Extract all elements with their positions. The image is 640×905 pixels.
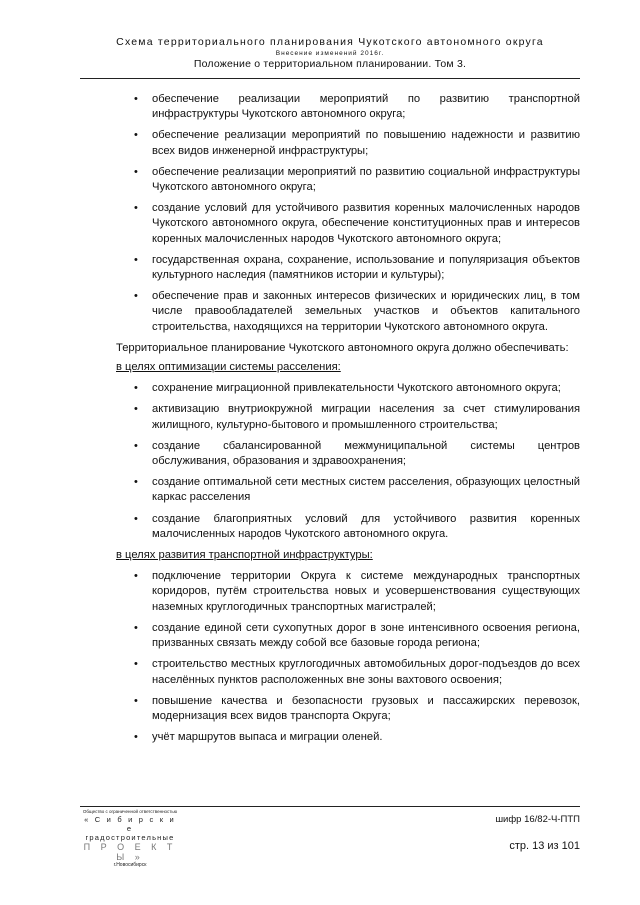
org-type: Общество с ограниченной ответственностью [82, 809, 178, 814]
list-item: • строительство местных круглогодичных автомобильных дорог-подъездов до всех населённых пунктов расположенных вне зоны вахтового освоения; [134, 658, 580, 686]
organization-logo [80, 809, 180, 869]
list-item: • создание благоприятных условий для устойчивого развития коренных малочисленных народов Чукотского автономного округа. [134, 512, 580, 540]
bullet-icon: • [134, 202, 138, 215]
org-name-1: « С и б и р с к и е [84, 815, 176, 833]
org-name-2: градостроительные [85, 833, 175, 842]
bullet-icon: • [134, 570, 138, 583]
bullet-icon: • [134, 165, 138, 178]
list-item: • создание условий для устойчивого развития коренных малочисленных народов Чукотского автономного округа, обеспечение конституционных прав и интересов коренных малочисленных народов Чукотского автономного округа; [134, 202, 580, 245]
section-heading-settlement: в целях оптимизации системы расселения: [116, 361, 341, 374]
bullet-icon: • [134, 512, 138, 525]
bullet-icon: • [134, 694, 138, 707]
list-item: • активизацию внутриокружной миграции населения за счет стимулирования жилищного, культурно-бытового и промышленного строительства; [134, 403, 580, 431]
document-code: шифр 16/82-Ч-ПТП [495, 814, 580, 825]
document-body [80, 92, 580, 751]
bullet-icon: • [134, 93, 138, 105]
list-item: • обеспечение реализации мероприятий по развитию социальной инфраструктуры Чукотского автономного округа; [134, 165, 580, 194]
document-volume: Положение о территориальном планировании. Том 3. [193, 58, 467, 70]
document-subtitle: Внесение изменений 2016г. [275, 50, 385, 57]
list-item: • обеспечение реализации мероприятий по повышению надежности и развитию всех видов инженерной инфраструктуры; [134, 129, 580, 157]
list-item: • подключение территории Округа к системе международных транспортных коридоров, путём строительства новых и усовершенствования существующих наземных круглогодичных транспортных магистралей; [134, 570, 580, 613]
list-item: • повышение качества и безопасности грузовых и пассажирских перевозок, модернизация всех видов транспорта Округа; [134, 694, 580, 722]
list-item: • создание сбалансированной межмуниципальной системы центров обслуживания, образования и здравоохранения; [134, 439, 580, 468]
page-header [80, 36, 580, 71]
body-paragraph: Территориальное планирование Чукотского автономного округа должно обеспечивать: [116, 341, 569, 354]
page-number: стр. 13 из 101 [509, 840, 580, 852]
bullet-icon: • [134, 621, 138, 634]
section-heading-transport: в целях развития транспортной инфраструктуры: [116, 549, 373, 562]
goals-list [80, 92, 580, 335]
org-city: г.Новосибирск [113, 862, 147, 868]
org-name-3: П Р О Е К Т Ы » [83, 842, 177, 862]
list-item: • учёт маршрутов выпаса и миграции оленей. [80, 730, 580, 745]
header-divider [80, 78, 580, 79]
list-item: • государственная охрана, сохранение, использование и популяризация объектов культурного наследия (памятников истории и культуры); [134, 253, 580, 282]
bullet-icon: • [134, 129, 138, 142]
footer-divider [80, 806, 580, 807]
transport-list [80, 569, 580, 745]
list-item: • создание оптимальной сети местных систем расселения, образующих целостный каркас расселения [134, 476, 580, 504]
settlement-list [80, 381, 580, 542]
bullet-icon: • [134, 403, 138, 416]
bullet-icon: • [134, 476, 138, 489]
bullet-icon: • [134, 382, 138, 395]
bullet-icon: • [134, 253, 138, 266]
bullet-icon: • [134, 658, 138, 671]
bullet-icon: • [134, 731, 138, 744]
list-item: • сохранение миграционной привлекательности Чукотского автономного округа; [80, 381, 580, 396]
bullet-icon: • [134, 439, 138, 452]
list-item: • обеспечение прав и законных интересов физических и юридических лиц, в том числе правообладателей земельных участков и объектов капитального строительства, находящихся на территории Чукотского автономного округа. [134, 290, 580, 333]
list-item: • создание единой сети сухопутных дорог в зоне интенсивного освоения региона, призванных связать между собой все базовые города региона; [134, 621, 580, 650]
list-item: • обеспечение реализации мероприятий по развитию транспортной инфраструктуры Чукотского автономного округа; [134, 93, 580, 121]
document-title: Схема территориального планирования Чукотского автономного округа [116, 36, 544, 48]
bullet-icon: • [134, 290, 138, 303]
